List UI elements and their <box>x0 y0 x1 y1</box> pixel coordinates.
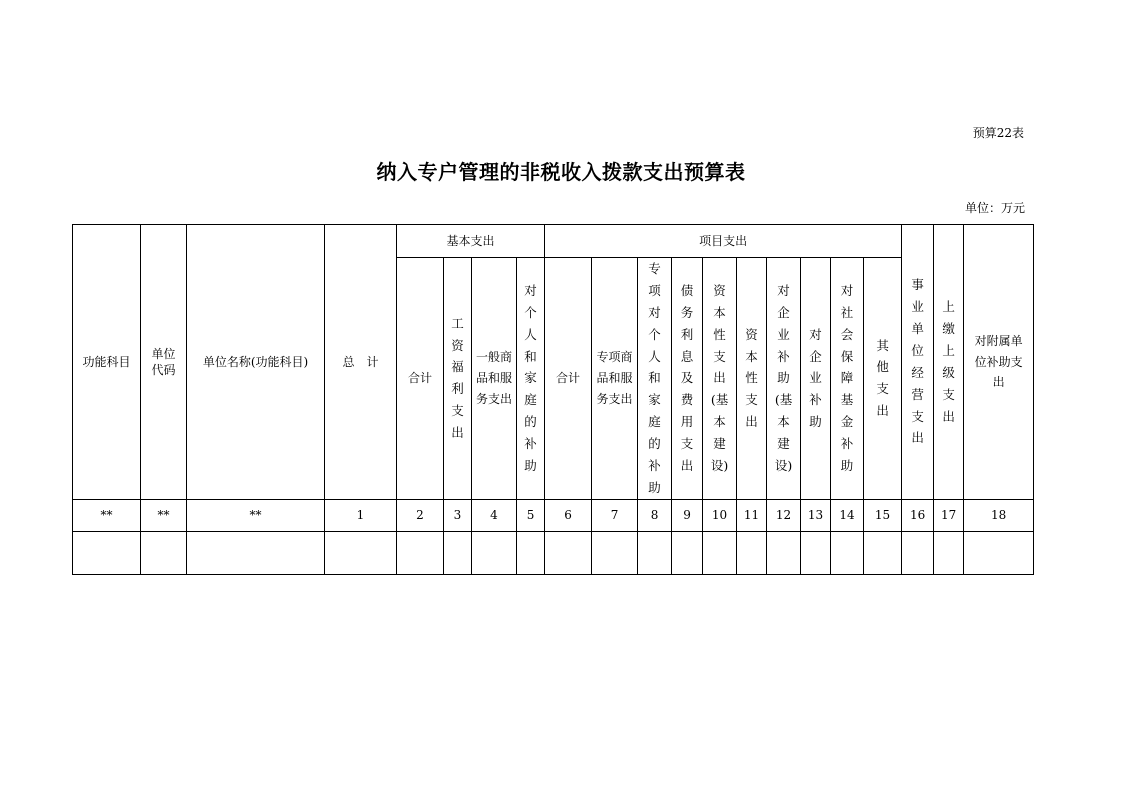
header-basic-goods: 一般商品和服务支出 <box>472 258 517 500</box>
header-basic-expenditure: 基本支出 <box>397 225 545 258</box>
index-cell: 9 <box>672 499 703 531</box>
index-cell: 3 <box>444 499 472 531</box>
data-cell <box>325 531 397 574</box>
header-project-capital-construction: 资本性支出(基本建设) <box>703 258 737 500</box>
data-cell <box>934 531 964 574</box>
header-basic-salary: 工资福利支出 <box>444 258 472 500</box>
header-project-debt: 债务利息及费用支出 <box>672 258 703 500</box>
data-cell <box>672 531 703 574</box>
index-cell: ** <box>187 499 325 531</box>
index-cell: ** <box>141 499 187 531</box>
index-cell: 14 <box>831 499 864 531</box>
header-upper-expenditure: 上缴上级支出 <box>934 225 964 500</box>
page-title: 纳入专户管理的非税收入拨款支出预算表 <box>376 160 746 184</box>
header-project-special-personal: 专项对个人和家庭的补助 <box>638 258 672 500</box>
data-cell <box>517 531 545 574</box>
data-cell <box>187 531 325 574</box>
data-cell <box>737 531 767 574</box>
data-cell <box>472 531 517 574</box>
index-cell: 6 <box>545 499 592 531</box>
header-project-enterprise-construction: 对企业补助(基本建设) <box>767 258 801 500</box>
header-unit-code: 单位代码 <box>141 225 187 500</box>
data-cell <box>545 531 592 574</box>
index-cell: 10 <box>703 499 737 531</box>
index-cell: 5 <box>517 499 545 531</box>
header-affiliated-subsidy: 对附属单位补助支出 <box>964 225 1034 500</box>
index-cell: 8 <box>638 499 672 531</box>
header-basic-total: 合计 <box>397 258 444 500</box>
header-basic-personal: 对个人和家庭的补助 <box>517 258 545 500</box>
data-cell <box>141 531 187 574</box>
header-business-expenditure: 事业单位经营支出 <box>902 225 934 500</box>
budget-table <box>72 224 1034 575</box>
header-unit-name: 单位名称(功能科目) <box>187 225 325 500</box>
index-cell: 11 <box>737 499 767 531</box>
header-project-total: 合计 <box>545 258 592 500</box>
data-row-empty <box>73 531 1034 574</box>
form-number: 预算22表 <box>972 126 1024 140</box>
index-cell: 15 <box>864 499 902 531</box>
index-cell: 4 <box>472 499 517 531</box>
unit-label: 单位：万元 <box>964 201 1025 215</box>
header-row-1 <box>73 225 1034 258</box>
index-cell: 13 <box>801 499 831 531</box>
data-cell <box>444 531 472 574</box>
index-cell: 18 <box>964 499 1034 531</box>
data-cell <box>864 531 902 574</box>
data-cell <box>767 531 801 574</box>
data-cell <box>801 531 831 574</box>
data-cell <box>592 531 638 574</box>
data-cell <box>831 531 864 574</box>
index-cell: 16 <box>902 499 934 531</box>
index-cell: 1 <box>325 499 397 531</box>
index-cell: ** <box>73 499 141 531</box>
header-project-other: 其他支出 <box>864 258 902 500</box>
header-func-subject: 功能科目 <box>73 225 141 500</box>
header-project-capital: 资本性支出 <box>737 258 767 500</box>
header-project-social-security: 对社会保障基金补助 <box>831 258 864 500</box>
index-cell: 17 <box>934 499 964 531</box>
data-cell <box>902 531 934 574</box>
index-cell: 7 <box>592 499 638 531</box>
data-cell <box>964 531 1034 574</box>
data-cell <box>703 531 737 574</box>
header-total: 总 计 <box>325 225 397 500</box>
data-cell <box>638 531 672 574</box>
index-row <box>73 499 1034 531</box>
index-cell: 2 <box>397 499 444 531</box>
header-project-expenditure: 项目支出 <box>545 225 902 258</box>
data-cell <box>73 531 141 574</box>
header-project-enterprise: 对企业补助 <box>801 258 831 500</box>
data-cell <box>397 531 444 574</box>
index-cell: 12 <box>767 499 801 531</box>
header-project-special-goods: 专项商品和服务支出 <box>592 258 638 500</box>
